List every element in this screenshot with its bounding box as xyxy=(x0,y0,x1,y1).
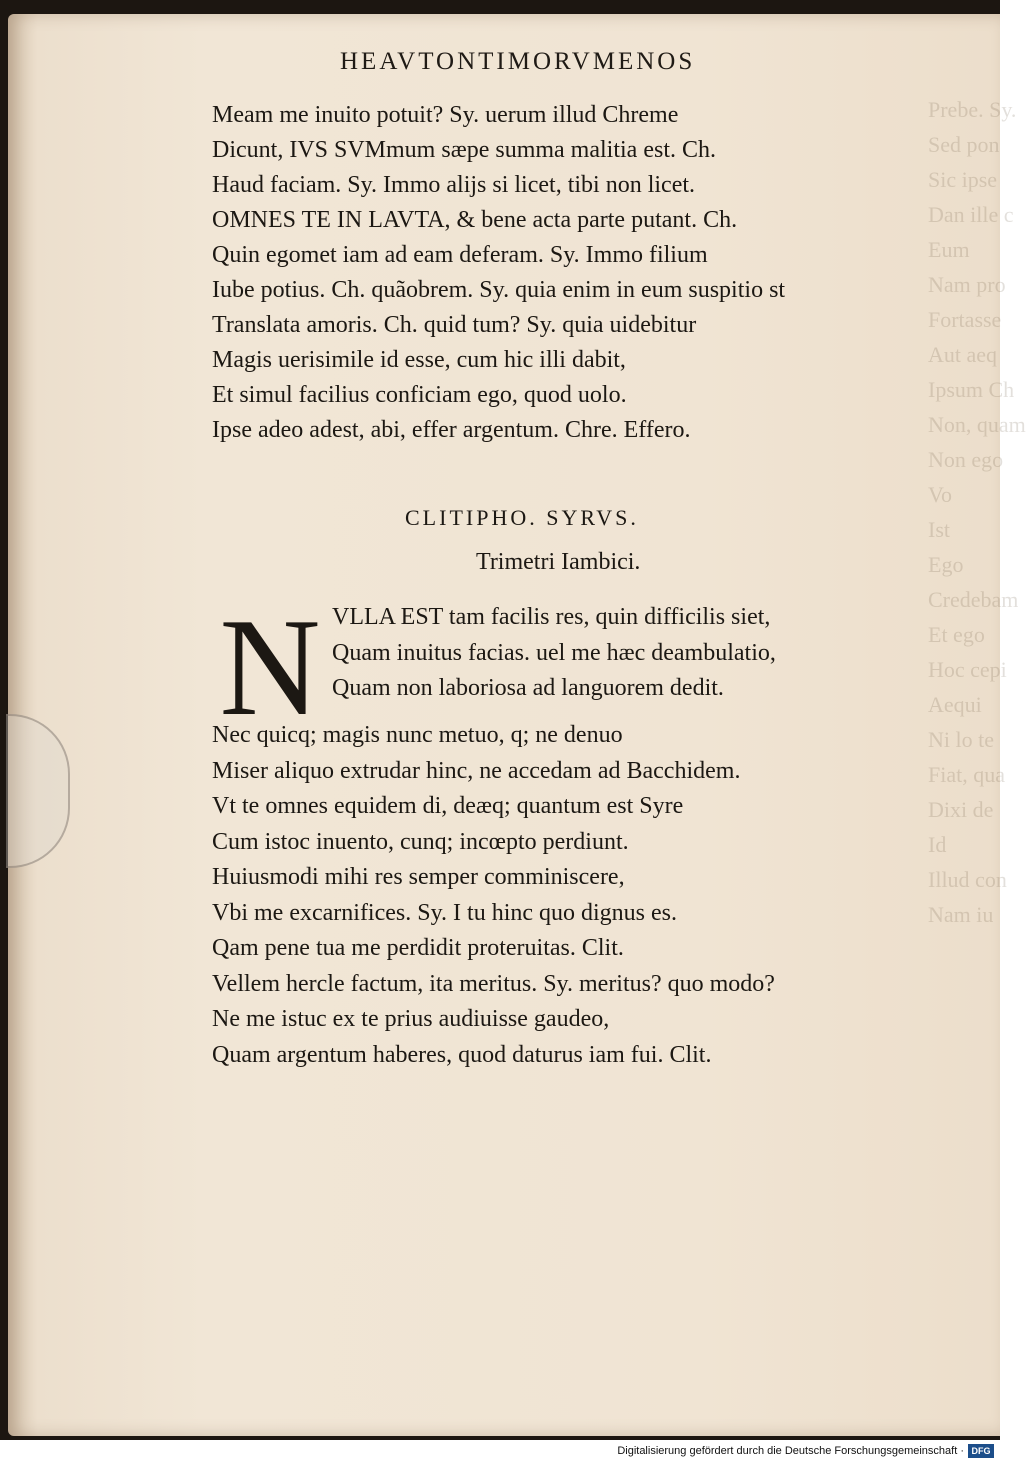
text-line: Huiusmodi mihi res semper comminiscere, xyxy=(212,864,625,890)
footer-bar xyxy=(0,1440,1000,1463)
text-line: Quam inuitus facias. uel me hæc deambulatio, xyxy=(332,639,776,666)
text-line: Et simul facilius conficiam ego, quod uolo. xyxy=(212,382,627,408)
running-head: HEAVTONTIMORVMENOS xyxy=(340,48,696,75)
text-line: Ne me istuc ex te prius audiuisse gaudeo, xyxy=(212,1006,610,1032)
text-line: Meam me inuito potuit? Sy. uerum illud Chreme xyxy=(212,102,679,128)
text-line: Vellem hercle factum, ita meritus. Sy. meritus? quo modo? xyxy=(212,970,775,997)
text-block-dropcap xyxy=(332,600,932,707)
dfg-logo-icon: DFG xyxy=(968,1444,994,1458)
text-line: Quam argentum haberes, quod daturus iam fui. Clit. xyxy=(212,1041,712,1068)
text-line: Vbi me excarnifices. Sy. I tu hinc quo dignus es. xyxy=(212,899,678,926)
text-line: Haud faciam. Sy. Immo alijs si licet, tibi non licet. xyxy=(212,172,696,198)
meter-heading: Trimetri Iambici. xyxy=(476,549,641,575)
text-line: Iube potius. Ch. quãobrem. Sy. quia enim in eum suspitio st xyxy=(212,277,786,303)
text-line: VLLA EST tam facilis res, quin difficilis siet, xyxy=(332,604,771,630)
text-line: Magis uerisimile id esse, cum hic illi dabit, xyxy=(212,347,626,373)
scene-speakers: CLITIPHO. SYRVS. xyxy=(405,505,639,530)
text-line: OMNES TE IN LAVTA, & bene acta parte putant. Ch. xyxy=(212,207,738,233)
text-block-top xyxy=(212,98,932,448)
drop-capital: N xyxy=(219,590,321,745)
funding-credit: Digitalisierung gefördert durch die Deutsche Forschungsgemeinschaft · xyxy=(617,1445,964,1457)
text-line: Cum istoc inuento, cunq; incœpto perdiunt. xyxy=(212,828,629,855)
text-line: Quin egomet iam ad eam deferam. Sy. Immo filium xyxy=(212,242,708,268)
text-line: Qam pene tua me perdidit proteruitas. Clit. xyxy=(212,935,624,961)
page-clip xyxy=(6,714,70,868)
text-line: Dicunt, IVS SVMmum sæpe summa malitia est. Ch. xyxy=(212,137,716,163)
text-block-bottom xyxy=(212,718,932,1073)
bleed-through-text: Prebe. Sy. Sed pon Sic ipse Dan ille c Eum Nam pro Fortasse Aut aeq Ipsum Ch Non, quam Non ego Vo Ist Ego Credebam Et ego Hoc cepi Aequi Ni lo te Fiat, qua Dixi de Id Illud con Nam iu xyxy=(928,97,1026,927)
text-line: Quam non laboriosa ad languorem dedit. xyxy=(332,675,724,701)
text-line: Vt te omnes equidem di, deæq; quantum est Syre xyxy=(212,793,684,819)
text-line: Nec quicq; magis nunc metuo, q; ne denuo xyxy=(212,722,623,748)
text-line: Miser aliquo extrudar hinc, ne accedam ad Bacchidem. xyxy=(212,757,741,784)
text-line: Ipse adeo adest, abi, effer argentum. Chre. Effero. xyxy=(212,417,691,443)
text-line: Translata amoris. Ch. quid tum? Sy. quia uidebitur xyxy=(212,312,697,338)
